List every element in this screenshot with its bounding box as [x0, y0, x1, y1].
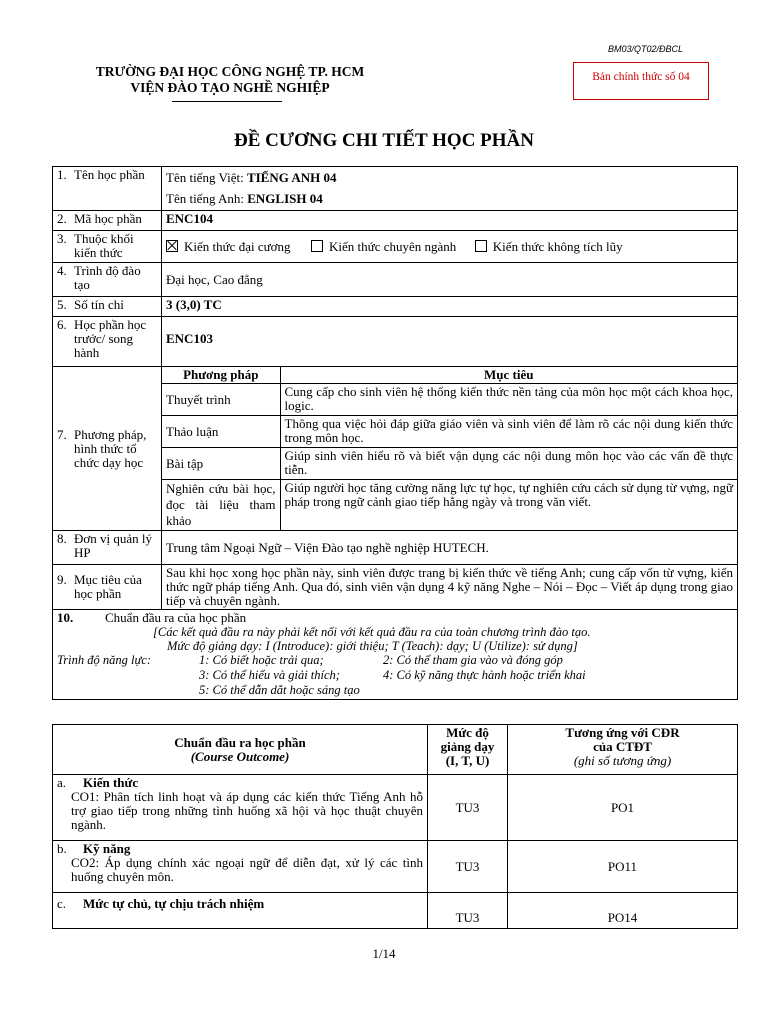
- row-course-code: [53, 211, 738, 231]
- row-training-level: [53, 263, 738, 297]
- course-code: ENC104: [162, 211, 738, 231]
- po-col-header: Tương ứng với CĐR: [565, 725, 680, 740]
- row-num: 5.: [57, 297, 67, 312]
- level-col-header-3: (I, T, U): [445, 753, 490, 768]
- en-name-value: ENGLISH 04: [247, 191, 323, 206]
- level-1: 1: Có biết hoặc trải qua;: [199, 653, 324, 667]
- outcome-heading: Kiến thức: [83, 775, 139, 790]
- method-goal: Giúp sinh viên hiểu rõ và biết vận dụng các nội dung môn học vào các vấn đề thực tiễn.: [280, 448, 737, 480]
- method-row: [162, 416, 737, 448]
- row-label: Đơn vị quản lý HP: [74, 531, 153, 560]
- vn-name-value: TIẾNG ANH 04: [246, 170, 337, 185]
- methods-table: [162, 367, 737, 530]
- level-2: 2: Có thể tham gia vào và đóng góp: [383, 653, 563, 667]
- credits: 3 (3,0) TC: [162, 297, 738, 317]
- en-name-label: Tên tiếng Anh:: [166, 191, 248, 206]
- row-label: Trình độ đào tạo: [74, 263, 141, 292]
- page-number: 1/14: [372, 946, 396, 961]
- option-specialized: Kiến thức chuyên ngành: [329, 238, 457, 254]
- vn-name-label: Tên tiếng Việt:: [166, 170, 247, 185]
- row-teaching-methods: [53, 367, 738, 531]
- option-general: Kiến thức đại cương: [184, 238, 291, 254]
- methods-col-header: Phương pháp: [162, 367, 280, 384]
- version-badge: Bản chính thức số 04: [573, 62, 709, 100]
- outcome-letter: a.: [57, 775, 67, 790]
- level-col-header: Mức độ: [446, 725, 489, 740]
- row-course-name: [53, 167, 738, 211]
- row-prerequisite: [53, 317, 738, 367]
- level-col-header-2: giảng dạy: [440, 739, 495, 754]
- row-num: 4.: [57, 263, 67, 278]
- methods-header: [162, 367, 737, 384]
- row-num: 10.: [57, 610, 74, 625]
- outcome-col-header: Chuẩn đầu ra học phần: [174, 734, 306, 750]
- method-row: [162, 480, 737, 531]
- row-num: 9.: [57, 572, 67, 587]
- outcome-note-1: [Các kết quả đầu ra này phải kết nối với kết quả đầu ra của toàn chương trình đào tạo.: [153, 625, 591, 639]
- outcome-desc: CO2: Áp dụng chính xác ngoại ngữ để diễn đạt, xử lý các tình huống chuyên môn.: [71, 855, 423, 884]
- row-course-objective: [53, 565, 738, 610]
- header-divider: [172, 101, 282, 102]
- row-label: Mục tiêu của học phần: [74, 572, 142, 601]
- row-num: 8.: [57, 531, 67, 546]
- row-knowledge-block: [53, 231, 738, 263]
- outcome-level: TU3: [428, 775, 508, 841]
- row-label: Tên học phần: [74, 167, 145, 182]
- outcomes-header: [53, 725, 738, 775]
- option-non-cumulative: Kiến thức không tích lũy: [492, 238, 623, 254]
- outcome-letter: b.: [57, 841, 67, 856]
- method-name: Thảo luận: [162, 416, 280, 448]
- syllabus-table: [52, 166, 738, 700]
- outcome-row: [53, 775, 738, 841]
- course-objective: Sau khi học xong học phần này, sinh viên được trang bị kiến thức về tiếng Anh; cung cấp vốn từ vựng, kiến thức ngữ pháp tiếng Anh. Qua đó, sinh viên vận dụng 4 kỹ năng Nghe – Nói – Đọc – Viết áp dụng trong giao tiếp và chuyên ngành.: [162, 565, 738, 610]
- outcome-po: PO11: [508, 841, 738, 893]
- row-label: Số tín chỉ: [74, 297, 124, 312]
- row-num: 6.: [57, 317, 67, 332]
- outcome-row: [53, 893, 738, 929]
- institute-name: VIỆN ĐÀO TẠO NGHỀ NGHIỆP: [130, 80, 330, 95]
- outcome-row: [53, 841, 738, 893]
- outcome-col-subheader: (Course Outcome): [190, 748, 290, 764]
- method-name: Thuyết trình: [162, 384, 280, 416]
- row-num: 2.: [57, 211, 67, 226]
- level-4: 4: Có kỹ năng thực hành hoặc triển khai: [383, 668, 586, 682]
- row-label: Học phần học trước/ song hành: [74, 317, 147, 360]
- row-credits: [53, 297, 738, 317]
- row-label: Chuẩn đầu ra của học phần: [105, 610, 247, 625]
- method-goal: Cung cấp cho sinh viên hệ thống kiến thức nền tảng của môn học một cách khoa học, logic.: [280, 384, 737, 416]
- row-num: 1.: [57, 167, 67, 182]
- outcome-level: TU3: [428, 893, 508, 929]
- method-goal: Thông qua việc hỏi đáp giữa giáo viên và sinh viên để làm rõ các nội dung kiến thức trong môn học.: [280, 416, 737, 448]
- page-title: ĐỀ CƯƠNG CHI TIẾT HỌC PHẦN: [234, 130, 534, 151]
- row-label: Phương pháp, hình thức tổ chức dạy học: [74, 426, 147, 470]
- method-row: [162, 384, 737, 416]
- method-goal: Giúp người học tăng cường năng lực tự học, tự nghiên cứu cách sử dụng từ vựng, ngữ pháp trong ngữ cảnh giao tiếp hằng ngày và trong văn viết.: [280, 480, 737, 531]
- row-learning-outcomes: [53, 610, 738, 700]
- po-col-header-2: của CTĐT: [593, 739, 652, 754]
- outcomes-table: [52, 724, 738, 929]
- row-managing-unit: [53, 531, 738, 565]
- school-name: TRƯỜNG ĐẠI HỌC CÔNG NGHỆ TP. HCM: [95, 64, 365, 79]
- checkbox-general-checked[interactable]: [166, 240, 178, 252]
- row-label: Mã học phần: [74, 211, 142, 226]
- outcome-level: TU3: [428, 841, 508, 893]
- goals-col-header: Mục tiêu: [280, 367, 737, 384]
- level-5: 5: Có thể dẫn dắt hoặc sáng tạo: [199, 683, 360, 697]
- row-label: Thuộc khối kiến thức: [74, 231, 134, 260]
- outcome-note-2: Mức độ giảng dạy: I (Introduce): giới thiệu; T (Teach): dạy; U (Utilize): sử dụng]: [167, 639, 578, 653]
- outcome-heading: Kỹ năng: [83, 841, 131, 856]
- row-num: 3.: [57, 231, 67, 246]
- outcome-po: PO14: [508, 893, 738, 929]
- outcome-letter: c.: [57, 896, 67, 911]
- method-name: Bài tập: [162, 448, 280, 480]
- method-name: Nghiên cứu bài học, đọc tài liệu tham khảo: [162, 480, 280, 531]
- form-code: BM03/QT02/ĐBCL: [608, 44, 684, 54]
- outcome-po: PO1: [508, 775, 738, 841]
- row-num: 7.: [57, 426, 67, 442]
- outcome-heading: Mức tự chủ, tự chịu trách nhiệm: [83, 896, 265, 911]
- checkbox-specialized[interactable]: [311, 240, 323, 252]
- prerequisite: ENC103: [162, 317, 738, 367]
- outcome-desc: CO1: Phân tích linh hoạt và áp dụng các kiến thức Tiếng Anh hỗ trợ giao tiếp trong những tình huống xã hội và học thuật chuyên ngành.: [71, 789, 423, 832]
- training-level: Đại học, Cao đẳng: [162, 263, 738, 297]
- checkbox-non-cumulative[interactable]: [475, 240, 487, 252]
- po-col-note: (ghi số tương ứng): [573, 753, 672, 768]
- managing-unit: Trung tâm Ngoại Ngữ – Viện Đào tạo nghề nghiệp HUTECH.: [162, 531, 738, 565]
- method-row: [162, 448, 737, 480]
- level-label: Trình độ năng lực:: [57, 653, 151, 667]
- level-3: 3: Có thể hiểu và giải thích;: [199, 668, 340, 682]
